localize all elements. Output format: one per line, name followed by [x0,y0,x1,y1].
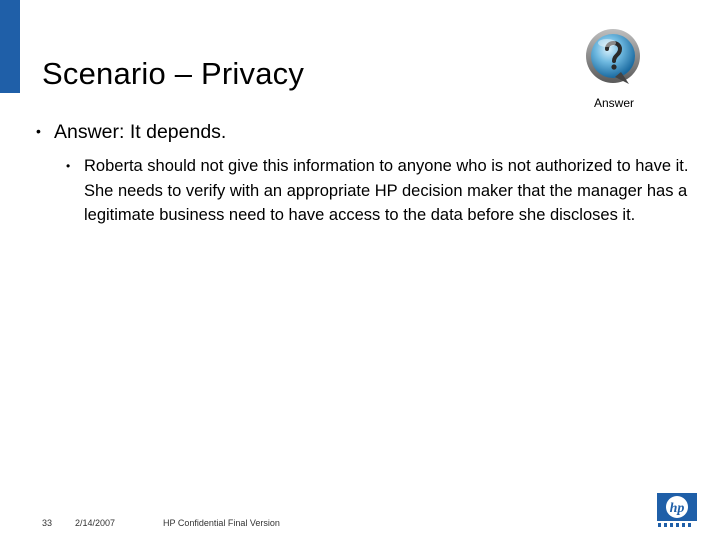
svg-text:hp: hp [669,501,685,516]
footer-confidential: HP Confidential Final Version [163,518,280,528]
slide-title: Scenario – Privacy [42,56,305,91]
footer-date: 2/14/2007 [75,518,116,528]
bullet-level-1 [36,121,226,144]
bullet-dot: • [36,123,41,139]
title-accent-bar [0,0,20,90]
title-rule [0,90,20,93]
bullet-level-2 [66,154,696,228]
hp-invent-mark [657,522,697,528]
bullet-text: Answer: It depends. [54,121,227,143]
bullet-text: Roberta should not give this information to anyone who is not authorized to have it. She needs to verify with an appropriate HP decision maker that the manager has a legitimate business need to have access to the data before she discloses it. [84,157,689,224]
question-bubble-icon[interactable] [583,28,643,90]
footer-page-number: 33 [42,518,53,528]
answer-label: Answer [593,96,634,110]
bullet-dot: • [66,159,71,173]
